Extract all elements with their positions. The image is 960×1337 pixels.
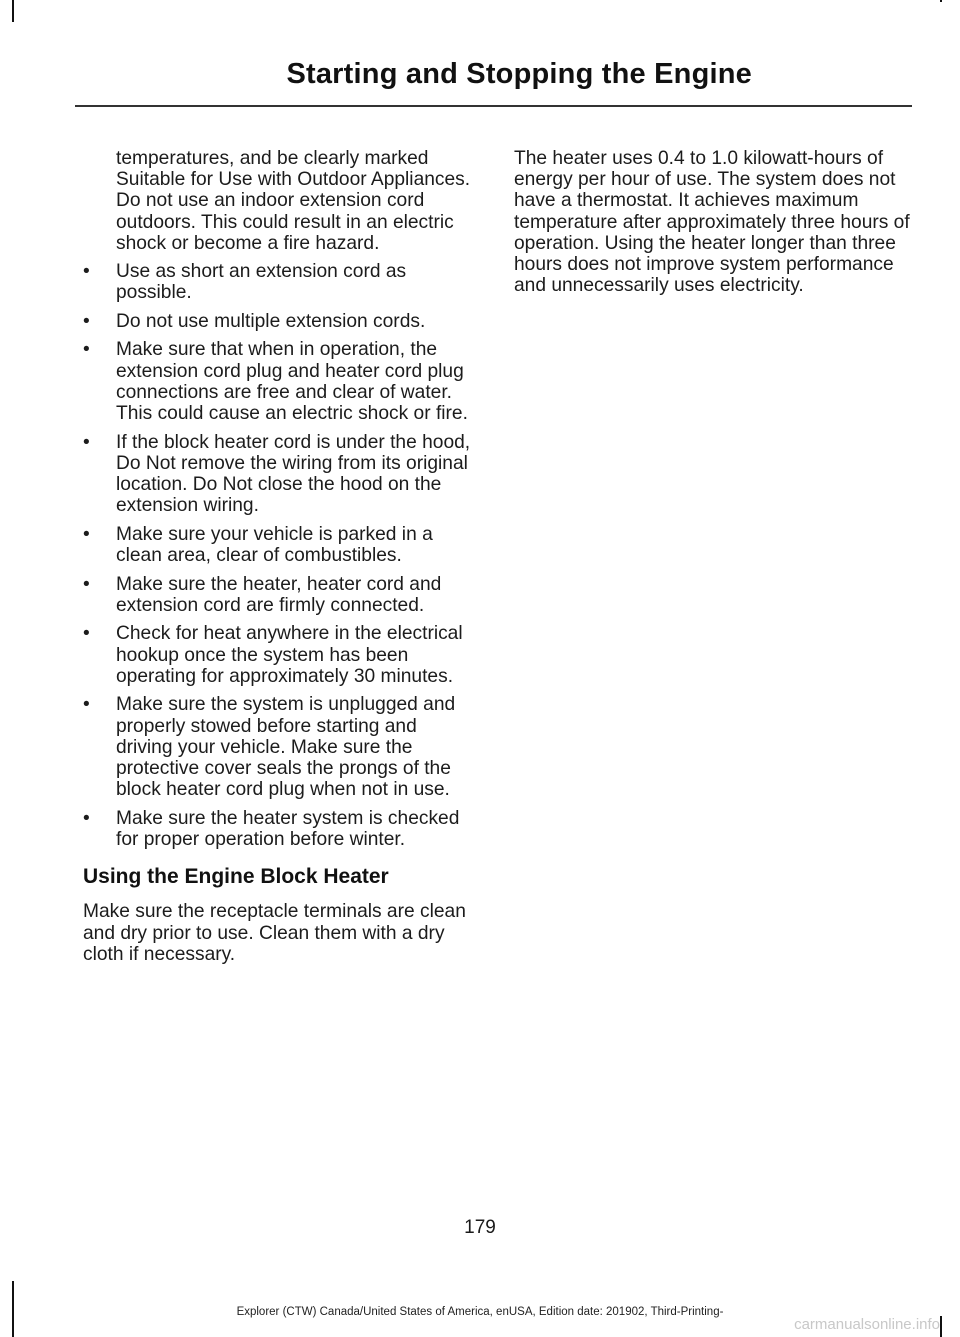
page-number: 179 — [464, 1217, 496, 1238]
right-column — [514, 148, 910, 296]
crop-mark-bottom-right — [940, 1316, 942, 1337]
list-item-text: Make sure that when in operation, the extension cord plug and heater cord plug connections are free and clear of water. This could cause an electric shock or fire. — [116, 339, 468, 425]
left-column — [83, 148, 478, 965]
list-item-text: Make sure the heater system is checked for proper operation before winter. — [116, 807, 460, 851]
page-header-title: Starting and Stopping the Engine — [286, 58, 752, 90]
list-item — [83, 432, 478, 517]
crop-mark-top-right — [940, 0, 942, 2]
bullet-icon: • — [83, 523, 90, 545]
continued-paragraph: temperatures, and be clearly marked Suitable for Use with Outdoor Appliances. Do not use an indoor extension cord outdoors. This could result in an electric shock or become a fire hazard. — [116, 148, 471, 254]
watermark: carmanualsonline.info — [794, 1316, 940, 1333]
list-item-text: Make sure your vehicle is parked in a clean area, clear of combustibles. — [116, 523, 433, 567]
bullet-icon: • — [83, 573, 90, 595]
list-item-text: Make sure the heater, heater cord and extension cord are firmly connected. — [116, 573, 442, 616]
list-item — [83, 311, 478, 332]
bullet-icon: • — [83, 310, 90, 332]
list-item-text: If the block heater cord is under the hood, Do Not remove the wiring from its original location. Do Not close the hood on the extension wiring. — [116, 431, 471, 517]
list-item-text: Do not use multiple extension cords. — [116, 310, 426, 332]
list-item-text: Check for heat anywhere in the electrical hookup once the system has been operating for approximately 30 minutes. — [116, 623, 463, 687]
section-heading: Using the Engine Block Heater — [83, 865, 389, 889]
footer-edition-info: Explorer (CTW) Canada/United States of America, enUSA, Edition date: 201902, Third-Printing- — [236, 1306, 724, 1318]
right-paragraph: The heater uses 0.4 to 1.0 kilowatt-hours of energy per hour of use. The system does not have a thermostat. It achieves maximum temperature after approximately three hours of operation. Using the heater longer than three hours does not improve system performance and unnecessarily uses electricity. — [514, 148, 910, 297]
list-item — [83, 261, 478, 303]
bullet-icon: • — [83, 431, 90, 453]
list-item-text: Make sure the system is unplugged and properly stowed before starting and driving your vehicle. Make sure the protective cover seals the prongs of the block heater cord plug when not in use. — [116, 694, 456, 801]
list-item — [83, 623, 478, 687]
bullet-icon: • — [83, 339, 90, 361]
list-item — [83, 694, 478, 800]
list-item — [83, 524, 478, 566]
bullet-icon: • — [83, 623, 90, 645]
section-paragraph: Make sure the receptacle terminals are clean and dry prior to use. Clean them with a dry cloth if necessary. — [83, 901, 466, 965]
crop-mark-top-left — [12, 0, 14, 22]
list-item — [83, 808, 478, 850]
bullet-icon: • — [83, 694, 90, 716]
list-item-text: Use as short an extension cord as possible. — [116, 261, 407, 304]
bullet-icon: • — [83, 261, 90, 283]
list-item — [83, 574, 478, 616]
list-item — [83, 339, 478, 424]
bullet-icon: • — [83, 807, 90, 829]
header-divider — [75, 105, 912, 107]
bullet-list — [83, 261, 478, 850]
